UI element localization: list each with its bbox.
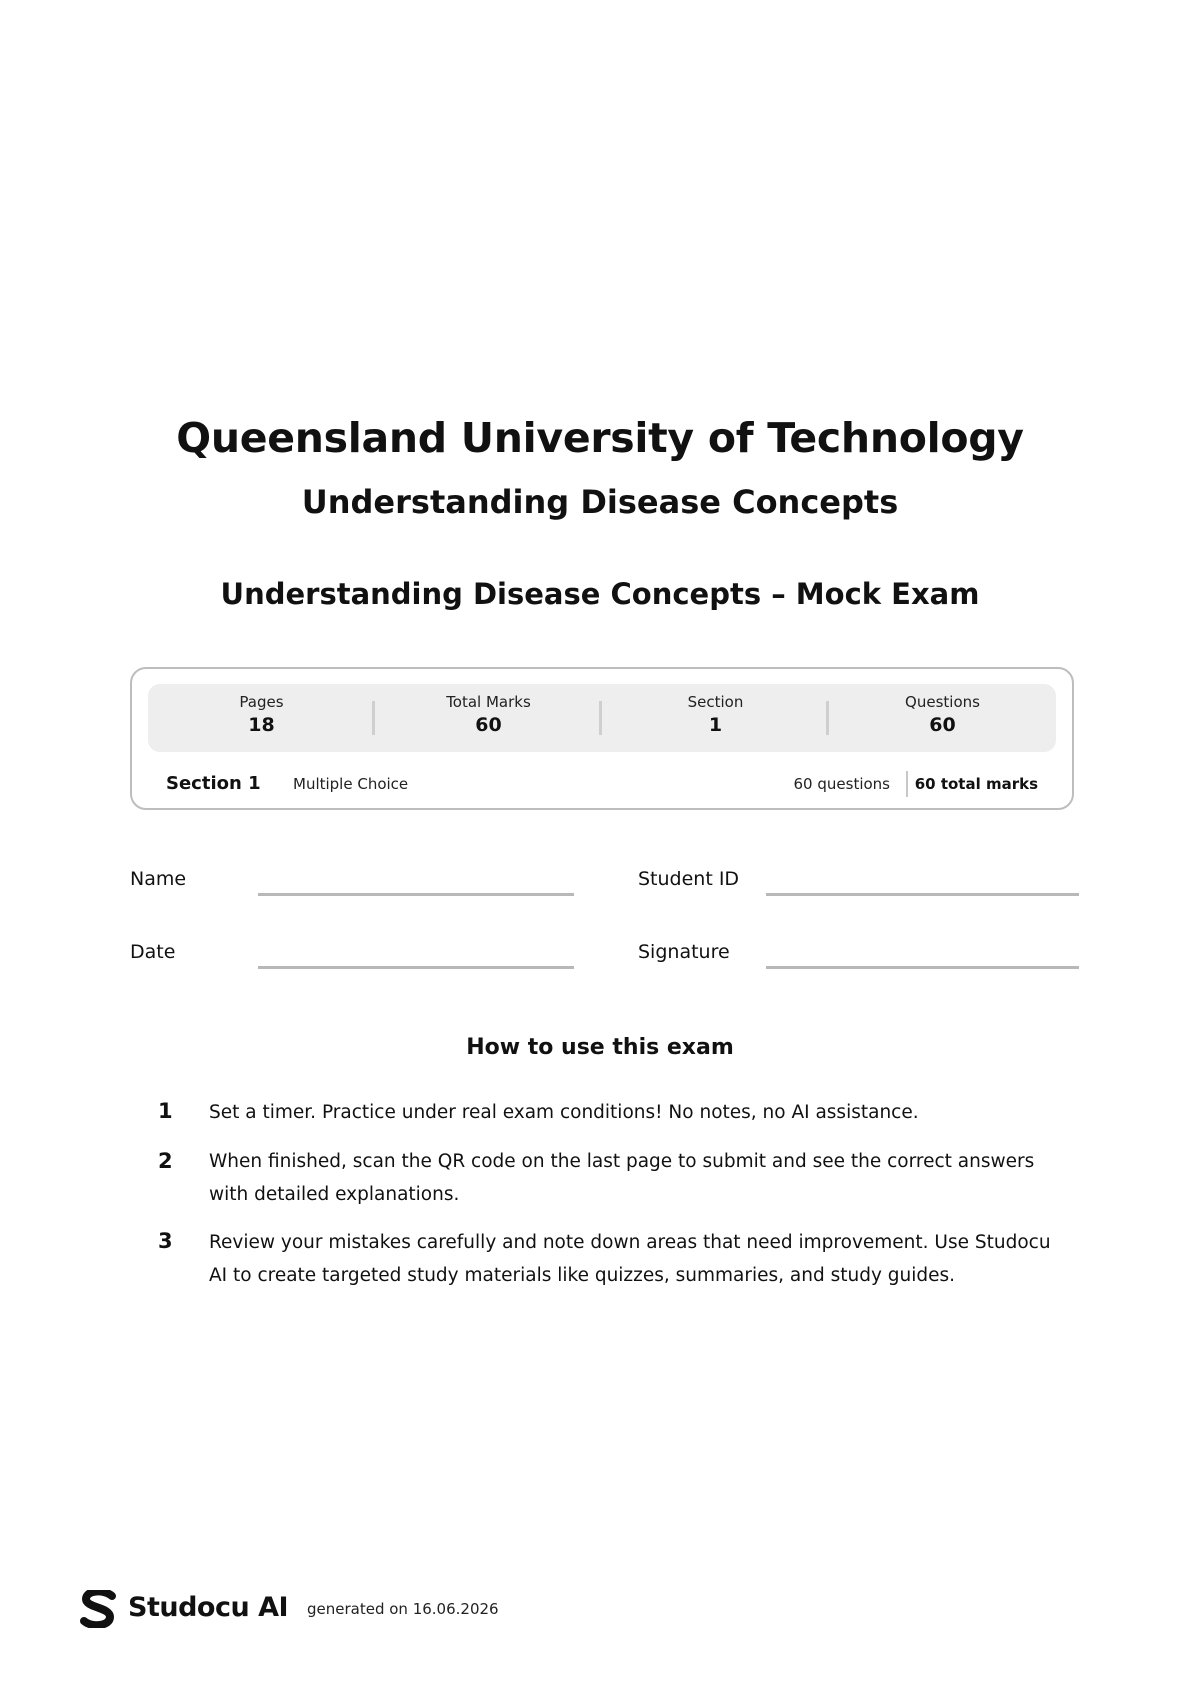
university-title: Queensland University of Technology: [176, 414, 1024, 462]
date-field[interactable]: [258, 966, 574, 969]
name-label: Name: [130, 868, 187, 890]
exam-summary-card: [130, 667, 1074, 810]
step-number: 1: [158, 1099, 173, 1123]
signature-field[interactable]: [766, 966, 1079, 969]
section-question-count: 60 questions: [793, 775, 890, 793]
student-id-label: Student ID: [638, 868, 740, 890]
stat-value: 18: [248, 714, 275, 736]
name-field[interactable]: [258, 893, 574, 896]
stat-value: 1: [708, 714, 723, 736]
brand-name: Studocu AI: [128, 1592, 289, 1623]
exam-title: Understanding Disease Concepts – Mock Exam: [220, 577, 980, 611]
howto-title: How to use this exam: [466, 1035, 734, 1060]
stat-label: Total Marks: [446, 693, 531, 711]
stat-label: Pages: [239, 693, 284, 711]
stat-questions: [829, 684, 1056, 752]
stat-value: 60: [929, 714, 956, 736]
generated-date: generated on 16.06.2026: [307, 1600, 499, 1618]
stat-pages: [148, 684, 375, 752]
section-type: Multiple Choice: [293, 775, 409, 793]
stat-value: 60: [475, 714, 502, 736]
step-number: 2: [158, 1149, 173, 1173]
step-text: Review your mistakes carefully and note down areas that need improvement. Use Studocu AI to create targeted study materials like quizzes, summaries, and study guides.: [209, 1232, 1051, 1286]
signature-label: Signature: [638, 941, 730, 963]
step-text: When finished, scan the QR code on the last page to submit and see the correct answers with detailed explanations.: [209, 1151, 1035, 1205]
section-total-marks: 60 total marks: [914, 775, 1038, 793]
course-title: Understanding Disease Concepts: [301, 483, 899, 521]
step-number: 3: [158, 1229, 173, 1253]
studocu-logo-icon: [80, 1590, 116, 1628]
section-name: Section 1: [166, 773, 261, 794]
step-text: Set a timer. Practice under real exam conditions! No notes, no AI assistance.: [209, 1102, 919, 1123]
date-label: Date: [130, 941, 176, 963]
footer: [80, 1590, 680, 1630]
stat-total-marks: [375, 684, 602, 752]
student-id-field[interactable]: [766, 893, 1079, 896]
stat-section: [602, 684, 829, 752]
exam-stats-row: [148, 684, 1056, 752]
section-summary-row: [166, 773, 1038, 801]
stat-label: Questions: [905, 693, 980, 711]
stat-label: Section: [687, 693, 744, 711]
section-divider: [906, 771, 908, 797]
